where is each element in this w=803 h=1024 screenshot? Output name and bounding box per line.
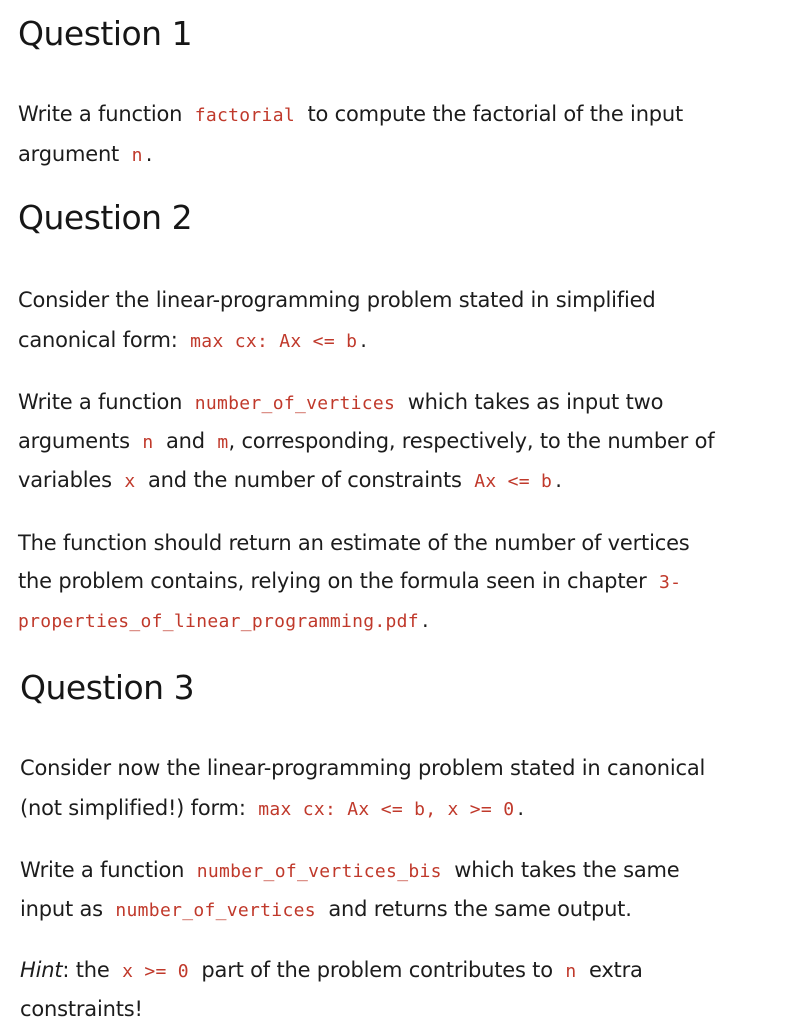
q3-text: extra [588, 958, 643, 982]
q2-text: canonical form: [18, 328, 178, 352]
code-number-of-vertices: number_of_vertices [194, 393, 396, 414]
code-x: x [124, 471, 136, 492]
code-m: m [217, 432, 229, 453]
q3-text: Write a function [20, 858, 185, 882]
q2-text: and the number of constraints [147, 468, 462, 492]
q1-text: . [145, 142, 153, 166]
q2-p1-line-1: Consider the linear-programming problem stated in simplified [18, 288, 656, 312]
question-2-heading: Question 2 [18, 198, 193, 237]
q2-text: Write a function [18, 390, 183, 414]
q2-p2-line-2 [18, 428, 714, 456]
code-nonnegativity: x >= 0 [122, 961, 189, 982]
q3-text: (not simplified!) form: [20, 796, 246, 820]
q2-p2-line-1 [18, 389, 663, 417]
q3-p1-line-1: Consider now the linear-programming problem stated in canonical [20, 756, 706, 780]
question-1-heading: Question 1 [18, 14, 193, 53]
code-lp-simplified: max cx: Ax <= b [190, 331, 358, 352]
q2-text: the problem contains, relying on the formula seen in chapter [18, 569, 647, 593]
q2-text: variables [18, 468, 112, 492]
code-chapter-filename: properties_of_linear_programming.pdf [18, 611, 419, 632]
code-factorial: factorial [194, 105, 295, 126]
q1-text: to compute the factorial of the input [307, 102, 684, 126]
code-lp-canonical: max cx: Ax <= b, x >= 0 [258, 799, 515, 820]
q1-text: Write a function [18, 102, 183, 126]
code-n: n [131, 145, 143, 166]
q3-text: which takes the same [454, 858, 680, 882]
q1-text: argument [18, 142, 120, 166]
q1-line-2 [18, 141, 152, 169]
q2-text: arguments [18, 429, 130, 453]
code-constraints: Ax <= b [474, 471, 553, 492]
code-n: n [142, 432, 154, 453]
code-number-of-vertices: number_of_vertices [115, 900, 316, 921]
q3-p2-line-1 [20, 857, 679, 885]
q3-p3-line-1 [20, 957, 643, 985]
code-number-of-vertices-bis: number_of_vertices_bis [196, 861, 442, 882]
q3-text: input as [20, 897, 103, 921]
q3-text: : the [62, 958, 110, 982]
q2-text: which takes as input two [407, 390, 664, 414]
q2-p2-line-3 [18, 467, 562, 495]
q2-text: . [360, 328, 367, 352]
q3-text: . [517, 796, 524, 820]
question-3-heading: Question 3 [20, 668, 195, 707]
q3-p3-line-2: constraints! [20, 997, 143, 1021]
code-chapter: 3- [659, 572, 682, 593]
hint-label: Hint [20, 958, 63, 982]
q2-text: and [165, 429, 205, 453]
code-n: n [565, 961, 577, 982]
q2-p3-line-1: The function should return an estimate of the number of vertices [18, 531, 690, 555]
q2-text: , corresponding, respectively, to the number of [228, 429, 715, 453]
q2-p3-line-3 [18, 607, 428, 635]
q2-text: . [555, 468, 562, 492]
q2-p1-line-2 [18, 327, 367, 355]
q2-p3-line-2 [18, 568, 687, 596]
q3-p1-line-2 [20, 795, 524, 823]
q3-p2-line-2 [20, 896, 632, 924]
q2-text: . [421, 608, 429, 632]
q3-text: and returns the same output. [328, 897, 632, 921]
q1-line-1 [18, 101, 683, 129]
q3-text: part of the problem contributes to [201, 958, 553, 982]
